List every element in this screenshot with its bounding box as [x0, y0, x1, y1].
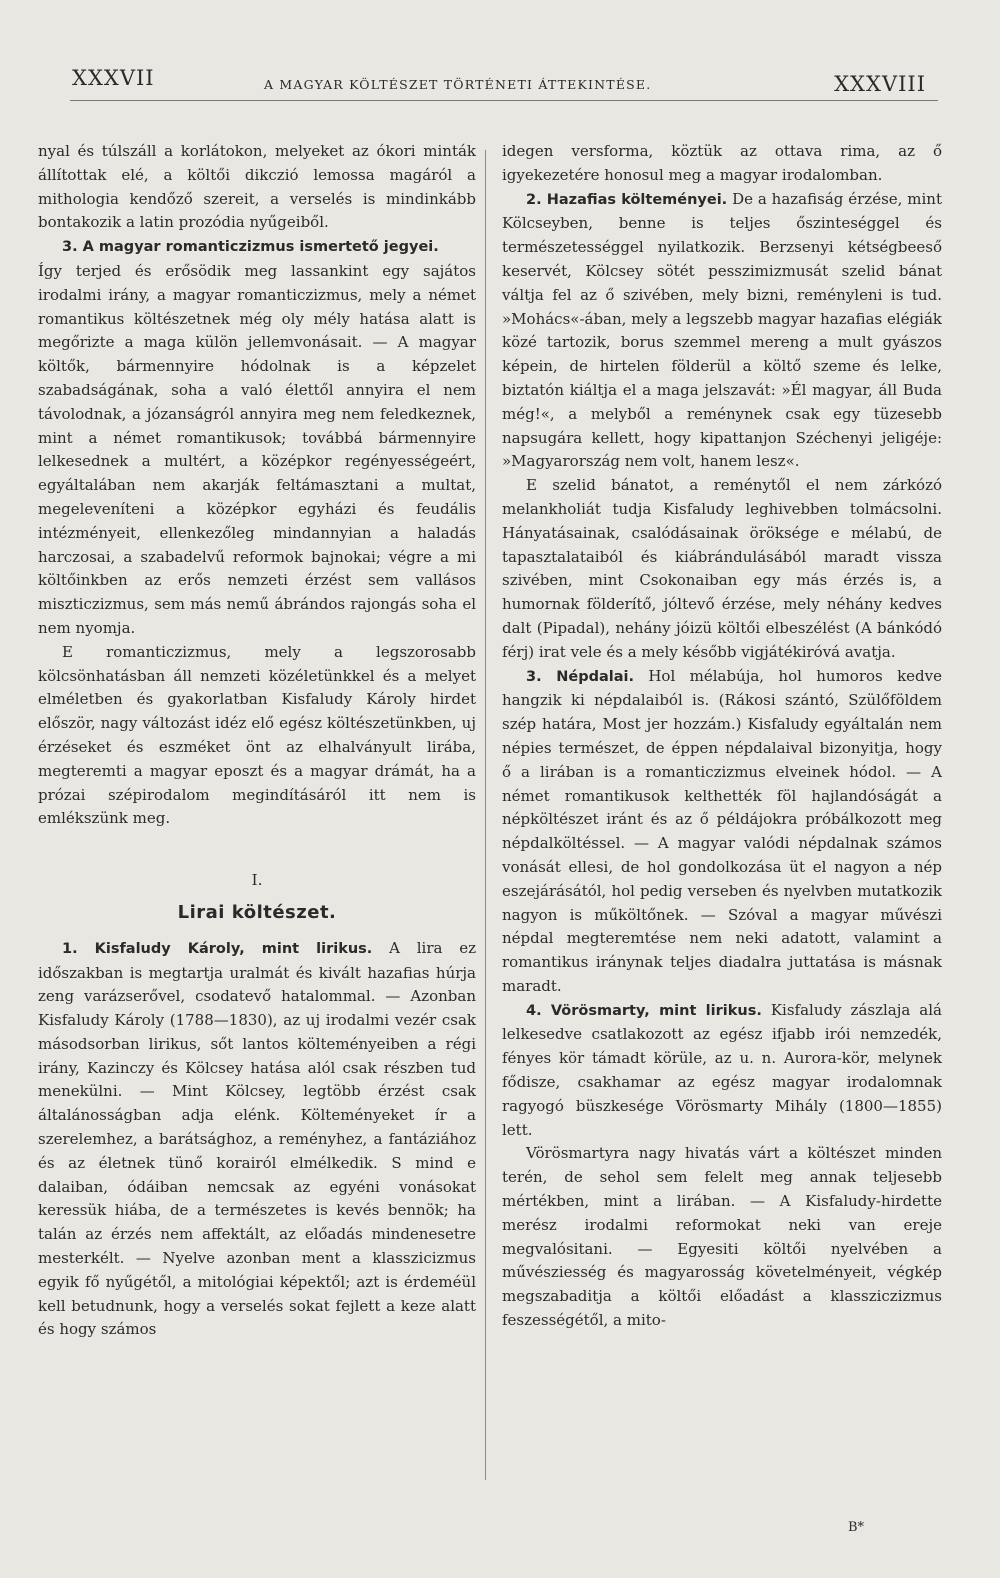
page-number-left: XXXVII — [72, 66, 155, 90]
paragraph-text: A lira ez időszakban is megtartja uralmát és kivált hazafias húrja zeng varázserővel, csodatevő hatalommal. — Azonban Kisfaludy Károly (1788—1830), az uj irodalmi vezér csak másodsorban lirikus, sőt lantos költeményeiben a régi irány, Kazinczy és Kölcsey hatása alól csak részben tud menekülni. — Mint Kölcsey, legtöbb érzést csak általánosságban adja elénk. Költeményeket ír a szerelemhez, a barátsághoz, a reményhez, a fantáziához és az életnek tünő korairól elmélkedik. S mind e dalaiban, ódáiban nemcsak az egyéni vonásokat keressük hiába, de a természetes is kevés bennök; ha talán az érzés nem affektált, az előadás mindenesetre mesterkélt. — Nyelve azonban ment a klasszicizmus egyik fő nyűgétől, a mitológiai képektől; azt is érdeméül kell betudnunk, hogy a verselés sokat fejlett a keze alatt és hogy számos — [38, 938, 476, 1339]
paragraph: Vörösmartyra nagy hivatás várt a költészet minden terén, de sehol sem felelt meg annak teljesebb mértékben, mint a lirában. — A Kisfaludy-hirdette merész irodalmi reformokat neki van ereje megvalósitani. — Egyesiti költői nyelvében a művésziesség és magyarosság követelményeit, végkép megszabaditja a költői előadást a klassziczizmus feszességétől, a mito- — [502, 1144, 942, 1330]
subheading: 2. Hazafias költeményei. — [526, 191, 728, 208]
section-paragraph — [502, 999, 942, 1143]
paragraph: nyal és túlszáll a korlátokon, melyeket az ókori minták állítottak elé, a költői dikczió lemossa magáról a mithologia kendőző szereit, a verselés is mindinkább bontakozik a latin prozódia nyűgeiből. — [38, 142, 476, 232]
signature-mark: B* — [848, 1520, 865, 1535]
subheading: 3. A magyar romanticzizmus ismertető jegyei. — [62, 239, 439, 256]
header-rule — [70, 100, 938, 101]
section-paragraph — [502, 665, 942, 999]
column-divider — [485, 150, 486, 1480]
right-column — [502, 140, 942, 1333]
section-paragraph — [502, 188, 942, 475]
running-title: A MAGYAR KÖLTÉSZET TÖRTÉNETI ÁTTEKINTÉSE. — [264, 77, 652, 92]
paragraph: E szelid bánatot, a reménytől el nem zárkózó melankholiát tudja Kisfaludy leghivebben tolmácsolni. Hányatásainak, csalódásainak öröksége e mélabú, de tapasztalataiból és kiábrándulásából maradt vissza szivében, mint Csokonaiban egy más érzés is, a humornak földerítő, jóltevő érzése, mely néhány kedves dalt (Pipadal), nehány jóizü költői elbeszélést (A bánkódó férj) irat vele és a mely később vigjátékiróvá avatja. — [502, 476, 942, 661]
page-header — [0, 60, 1000, 110]
subheading: 3. Népdalai. — [526, 668, 634, 685]
section-paragraph — [38, 937, 476, 1343]
paragraph: Így terjed és erősödik meg lassankint egy sajátos irodalmi irány, a magyar romanticzizmus, mely a német romantikus költészetnek még oly mély hatása alatt is megőrizte a maga külön jellemvonásait. — A magyar költők, bármennyire hódolnak is a képzelet szabadságának, soha a való élettől annyira el nem távolodnak, a józanságról annyira meg nem feledkeznek, mint a német romantikusok; továbbá bármennyire lelkesednek a multért, a középkor regényességeért, egyáltalában nem akarják feltámasztani a multat, megeleveníteni a középkor egyházi és feudális intézményeit, ellenkezőleg mindannyian a haladás harczosai, a szabadelvű reformok bajnokai; végre a mi költőinkben az erős nemzeti érzést sem vallásos miszticzizmus, sem más nemű ábrándos rajongás soha el nem nyomja. — [38, 261, 476, 637]
paragraph-text: De a hazafiság érzése, mint Kölcseyben, benne is teljes őszinteséggel és természetességgel nyilatkozik. Berzsenyi kétségbeeső keservét, Kölcsey sötét pesszimizmusát szelid bánat váltja fel az ő szivében, mely bizni, reményleni is tud. »Mohács«-ában, mely a legszebb magyar hazafias elégiák közé tartozik, borus szemmel mereng a mult gyászos képein, de hirtelen földerül a költő szeme és lelke, biztatón kiáltja el a maga jelszavát: »Él magyar, áll Buda még!«, a melyből a reménynek csak egy tüzesebb napsugára kellett, hogy kipattanjon Széchenyi jeligéje: »Magyarország nem volt, hanem lesz«. — [502, 189, 942, 471]
section-number: I. — [251, 871, 263, 890]
subheading: 1. Kisfaludy Károly, mint lirikus. — [62, 940, 373, 957]
page-number-right: XXXVIII — [834, 72, 926, 96]
section-paragraph — [38, 235, 476, 260]
subheading: 4. Vörösmarty, mint lirikus. — [526, 1002, 762, 1019]
paragraph: E romanticzizmus, mely a legszorosabb kölcsönhatásban áll nemzeti közéletünkkel és a melyet elméletben és gyakorlatban Kisfaludy Károly hirdet először, nagy változást idéz elő egész költészetünkben, uj érzéseket és eszméket önt az elhalványult lirába, megteremti a magyar eposzt és a magyar drámát, ha a prózai szépirodalom megindításáról itt nem is emlékszünk meg. — [38, 642, 476, 828]
paragraph: idegen versforma, köztük az ottava rima, az ő igyekezetére honosul meg a magyar irodalomban. — [502, 142, 942, 184]
section-title: Lirai költészet. — [177, 901, 337, 923]
paragraph-text: Hol mélabúja, hol humoros kedve hangzik ki népdalaiból is. (Rákosi szántó, Szülőföldem szép határa, Most jer hozzám.) Kisfaludy egyáltalán nem népies természet, de éppen népdalaival bizonyitja, hogy ő a lirában is a romanticzizmus elveinek hódol. — A német romantikusok kelthették föl hajlandóságát a népköltészet iránt és az ő példájokra próbálkozott meg népdalköltéssel. — A magyar valódi népdalnak számos vonását ellesi, de hol gondolkozása üt el nagyon a nép eszejárásától, hol pedig verseben és nyelvben mutatkozik nagyon is műköltőnek. — Szóval a magyar művészi népdal megteremtése nem neki adatott, valamint a romantikus iránynak teljes diadalra juttatása is másnak maradt. — [502, 666, 942, 995]
paragraph-text: Kisfaludy zászlaja alá lelkesedve csatlakozott az egész ifjabb irói nemzedék, fényes kör támadt körüle, az u. n. Aurora-kör, melynek fődisze, csakhamar az egész magyar irodalomnak ragyogó büszkesége Vörösmarty Mihály (1800—1855) lett. — [502, 1000, 942, 1139]
left-column — [38, 140, 476, 1342]
